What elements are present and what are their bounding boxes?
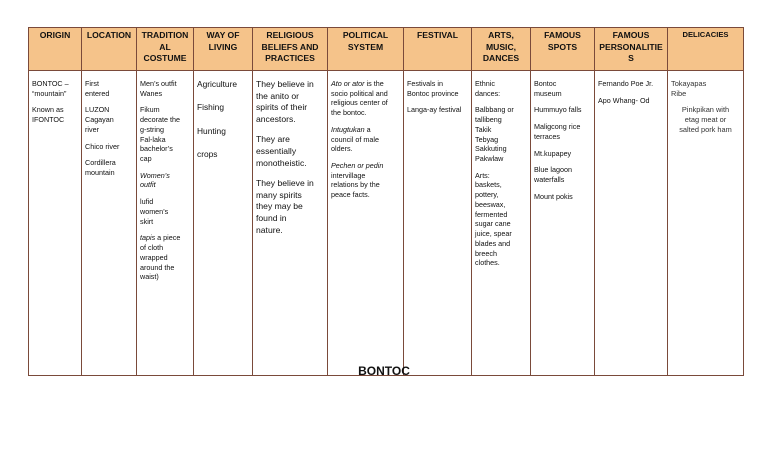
location-text: First entered: [85, 79, 110, 98]
header-festival: FESTIVAL: [404, 28, 472, 71]
political-ato: [331, 79, 400, 118]
way-of-living-item: Hunting: [197, 125, 226, 136]
costume-cell: [137, 71, 194, 376]
header-row: [29, 28, 744, 71]
origin-cell: [29, 71, 82, 376]
spot-item: Hummuyo falls: [534, 105, 582, 115]
costume-women-label: Women’s outfit: [140, 170, 170, 190]
costume-women-title: [140, 171, 190, 190]
religious-text: They are essentially monotheistic.: [256, 134, 307, 168]
festival-text: Langa-ay festival: [407, 105, 462, 115]
location-text: Cordillera mountain: [85, 158, 116, 178]
origin-text: Known as IFONTOC: [32, 105, 65, 125]
political-ato-term: Ato or ator: [331, 79, 365, 88]
header-delicacies: DELICACIES: [668, 28, 744, 71]
location-cell: [82, 71, 137, 376]
arts-text: Balbbang or tallibeng Takik Tebyag Sakkuting Pakwlaw: [475, 105, 514, 164]
delicacies-cell: [668, 71, 744, 376]
famous-spots-cell: [531, 71, 595, 376]
political-intugtukan-term: Intugtukan: [331, 124, 365, 134]
political-pechen-desc: intervillage relations by the peace facts.: [331, 170, 380, 200]
header-way-of-living: WAY OF LIVING: [194, 28, 253, 71]
origin-text: BONTOC – “mountain”: [32, 79, 69, 98]
way-of-living-item: Agriculture: [197, 79, 238, 89]
spot-item: Blue lagoon waterfalls: [534, 165, 572, 185]
header-famous-spots: FAMOUS SPOTS: [531, 28, 595, 71]
personalities-cell: [595, 71, 668, 376]
arts-text: Ethnic dances:: [475, 79, 501, 98]
header-location: LOCATION: [82, 28, 137, 71]
costume-lufid: lufid women’s skirt: [140, 197, 169, 226]
header-religious-beliefs: RELIGIOUS BELIEFS AND PRACTICES: [253, 28, 328, 71]
religious-cell: [253, 71, 328, 376]
political-intugtukan: [331, 125, 400, 154]
political-pechen-term: Pechen or pedin: [331, 161, 384, 171]
costume-fikum: Fikum decorate the g-string Fal-laka bachelor’s cap: [140, 105, 180, 164]
costume-men-outfit: Men’s outfit Wanes: [140, 79, 177, 98]
spot-item: Bontoc museum: [534, 79, 562, 98]
header-traditional-costume: TRADITION AL COSTUME: [137, 28, 194, 71]
location-text: LUZON Cagayan river: [85, 105, 114, 134]
way-of-living-cell: [194, 71, 253, 376]
page-title: BONTOC: [358, 364, 410, 378]
spot-item: Maligcong rice terraces: [534, 122, 581, 141]
way-of-living-item: Fishing: [197, 102, 224, 113]
delicacy-item: Tokayapas Ribe: [671, 79, 707, 98]
arts-cell: [472, 71, 531, 376]
political-pechen: [331, 161, 400, 200]
personality-item: Fernando Poe Jr.: [598, 79, 654, 88]
political-cell: [328, 71, 404, 376]
costume-tapis: [140, 233, 190, 282]
festival-text: Festivals in Bontoc province: [407, 79, 459, 98]
location-text: Chico river: [85, 141, 120, 151]
delicacy-item: Pinkpikan with etag meat or salted pork ham: [679, 104, 732, 134]
personality-item: Apo Whang- Od: [598, 95, 650, 105]
religious-text: They believe in many spirits they may be found in nature.: [256, 178, 314, 235]
religious-text: They believe in the anito or spirits of their ancestors.: [256, 79, 314, 124]
spot-item: Mount pokis: [534, 191, 573, 201]
political-intugtukan-desc: a council of male olders.: [331, 124, 379, 154]
content-row: [29, 71, 744, 376]
culture-table: [28, 27, 744, 376]
festival-cell: [404, 71, 472, 376]
costume-tapis-term: tapis: [140, 233, 156, 243]
spot-item: Mt.kupapey: [534, 148, 572, 158]
header-political-system: POLITICAL SYSTEM: [328, 28, 404, 71]
costume-tapis-desc: a piece of cloth wrapped around the waist): [140, 233, 181, 282]
header-famous-personalities: FAMOUS PERSONALITIE S: [595, 28, 668, 71]
political-ato-desc: is the socio political and religious center of the bontoc.: [331, 79, 388, 118]
arts-text: Arts: baskets, pottery, beeswax, fermented sugar cane juice, spear blades and breech clothes.: [475, 170, 512, 268]
way-of-living-item: crops: [197, 149, 218, 160]
header-origin: ORIGIN: [29, 28, 82, 71]
header-arts-music-dances: ARTS, MUSIC, DANCES: [472, 28, 531, 71]
